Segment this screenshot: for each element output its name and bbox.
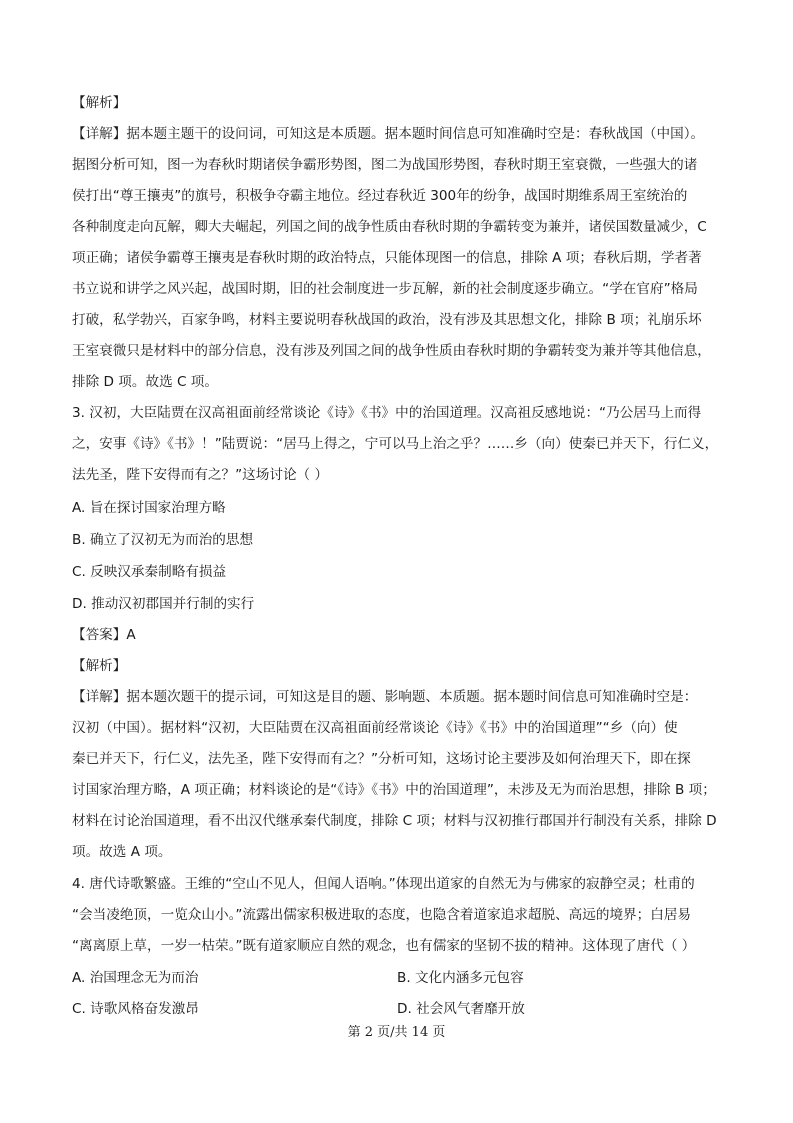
q2-detail-line: 王室衰微只是材料中的部分信息，没有涉及列国之间的战争性质由春秋时期的争霸转变为兼并等其他信息， xyxy=(72,343,711,359)
q2-detail-line: 侯打出“尊王攘夷”的旗号，积极争夺霸主地位。经过春秋近 300年的纷争，战国时期维系周王室统治的 xyxy=(72,188,688,204)
q2-detail-line: 据图分析可知，图一为春秋时期诸侯争霸形势图，图二为战国形势图，春秋时期王室衰微，一些强大的诸 xyxy=(72,157,698,173)
q2-detail-line: 项正确；诸侯争霸尊王攘夷是春秋时期的政治特点，只能体现图一的信息，排除 A 项；春秋后期，学者著 xyxy=(72,250,702,266)
q3-analysis-tag: 【解析】 xyxy=(72,658,127,674)
q3-detail-line: 汉初（中国）。据材料“汉初，大臣陆贾在汉高祖面前经常谈论《诗》《书》中的治国道理”“乡（向）使 xyxy=(72,720,678,736)
q2-detail-line: 书立说和讲学之风兴起，战国时期，旧的社会制度进一步瓦解，新的社会制度逐步确立。“学在官府”格局 xyxy=(72,281,698,297)
q3-stem-line: 法先圣，陛下安得而有之？”这场讨论（ ） xyxy=(72,467,329,483)
q3-detail-line: 材料在讨论治国道理，看不出汉代继承秦代制度，排除 C 项；材料与汉初推行郡国并行制没有关系，排除 D xyxy=(72,813,717,829)
q3-detail-line: 秦已并天下，行仁义，法先圣，陛下安得而有之？”分析可知，这场讨论主要涉及如何治理天下，即在探 xyxy=(72,751,691,767)
q4-stem-line: “离离原上草，一岁一枯荣。”既有道家顺应自然的观念，也有儒家的坚韧不拔的精神。这体现了唐代（ ） xyxy=(72,938,696,954)
q3-stem-line: 3. 汉初，大臣陆贾在汉高祖面前经常谈论《诗》《书》中的治国道理。汉高祖反感地说：“乃公居马上而得 xyxy=(72,405,702,421)
q2-analysis-tag: 【解析】 xyxy=(72,95,127,111)
q4-option-c: C. 诗歌风格奋发激昂 xyxy=(72,1001,199,1017)
q3-option-c: C. 反映汉承秦制略有损益 xyxy=(72,564,227,580)
q4-stem-line: “会当凌绝顶，一览众山小。”流露出儒家积极进取的态度，也隐含着道家追求超脱、高远的境界；白居易 xyxy=(72,907,692,923)
q3-answer: 【答案】A xyxy=(72,627,136,643)
q3-stem-line: 之，安事《诗》《书》！”陆贾说：“居马上得之，宁可以马上治之乎？……乡（向）使秦已并天下，行仁义， xyxy=(72,436,719,452)
page-footer: 第 2 页/共 14 页 xyxy=(347,1025,446,1040)
q2-detail-line: 各种制度走向瓦解，卿大夫崛起，列国之间的战争性质由春秋时期的争霸转变为兼并，诸侯国数量减少，C xyxy=(72,219,707,235)
q4-option-b: B. 文化内涵多元包容 xyxy=(397,970,524,986)
q3-detail-line: 讨国家治理方略，A 项正确；材料谈论的是“《诗》《书》中的治国道理”，未涉及无为而治思想，排除 B 项； xyxy=(72,782,716,798)
q2-detail-line: 【详解】据本题主题干的设问词，可知这是本质题。据本题时间信息可知准确时空是：春秋战国（中国）。 xyxy=(72,126,705,142)
q3-detail-line: 【详解】据本题次题干的提示词，可知这是目的题、影响题、本质题。据本题时间信息可知准确时空是： xyxy=(72,689,698,705)
q4-option-d: D. 社会风气奢靡开放 xyxy=(397,1001,525,1017)
q3-option-b: B. 确立了汉初无为而治的思想 xyxy=(72,532,254,548)
q3-option-a: A. 旨在探讨国家治理方略 xyxy=(72,500,226,516)
q4-option-a: A. 治国理念无为而治 xyxy=(72,970,199,986)
q3-detail-line: 项。故选 A 项。 xyxy=(72,844,172,860)
q4-stem-line: 4. 唐代诗歌繁盛。王维的“空山不见人，但闻人语响。”体现出道家的自然无为与佛家的寂静空灵；杜甫的 xyxy=(72,876,695,892)
q3-option-d: D. 推动汉初郡国并行制的实行 xyxy=(72,596,255,612)
q2-detail-line: 排除 D 项。故选 C 项。 xyxy=(72,374,218,390)
q2-detail-line: 打破，私学勃兴，百家争鸣，材料主要说明春秋战国的政治，没有涉及其思想文化，排除 B 项；礼崩乐坏 xyxy=(72,312,702,328)
